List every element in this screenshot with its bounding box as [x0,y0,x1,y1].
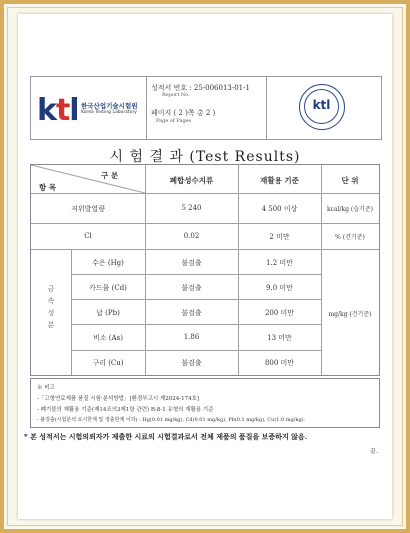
header-unit: 단 위 [341,176,359,185]
report-number: 성적서 번호 : 25-006013-01-1 [151,84,250,92]
page-title: 시 험 결 과 (Test Results) [109,149,301,165]
row-divider [71,350,321,351]
metal-standard: 200 미만 [264,309,295,317]
note-title: ※ 비고 [37,385,55,391]
row-divider [71,324,321,325]
note-line: -「고형연료제품 품질 시험·분석방법」[환경부고시 제2024-174호] [37,396,200,402]
row-unit: % (건기준) [335,234,365,241]
metal-standard: 1.2 미만 [266,259,293,267]
results-table [30,164,380,376]
header-item-bottom: 항 목 [39,183,57,192]
header-logo-cell [31,77,147,139]
row-result: 5 240 [181,204,202,212]
report-number-en: Report No. [162,92,190,98]
note-line: - 폐기물의 재활용 기준(제14조의3제1항 관련) R-8-1 유형의 재활용 기준 [37,407,214,413]
report-header [30,76,382,140]
page-count: 페이지 ( 2 )쪽 총 2 ) [151,109,216,117]
metal-item: 비소 (As) [93,334,123,342]
col-divider [238,165,239,375]
col-divider [145,165,146,375]
header-seal-cell [267,77,381,139]
header-item-top: 구 분 [101,171,119,180]
col-divider [321,165,322,375]
row-result: 0.02 [183,232,200,240]
metal-standard: 800 미만 [264,359,295,367]
ktl-seal [299,84,345,130]
header-standard: 재활용 기준 [260,176,299,185]
row-divider [71,274,321,275]
metal-result: 1.86 [183,333,200,341]
row-standard: 4 500 이상 [261,205,298,213]
metal-result: 불검출 [181,284,202,292]
metal-standard: 9.0 미만 [266,284,293,292]
ktl-logo: ktl [37,93,79,128]
notes-box [30,378,380,428]
metal-result: 불검출 [181,259,202,267]
header-report-cell [146,77,267,139]
seal-mark: ktl [312,98,331,112]
metal-item: 수은 (Hg) [92,259,124,267]
note-line: - 불검출(시험분석 로시한계 및 정출한계 이하) : Hg(0.01 mg/kg), Cd(0.01 mg/kg), Pb(0.1 mg/kg), Cu(1.0 mg/kg). [37,417,306,423]
metal-result: 불검출 [181,309,202,317]
metal-item: 카드뮴 (Cd) [89,284,127,292]
row-item: 저위발열량 [71,205,105,213]
org-name-en: Korea Testing Laboratory [81,110,137,115]
report-page [18,14,392,519]
row-divider [31,249,379,250]
metal-group-unit: mg/kg (건기준) [328,311,372,318]
row-item: Cl [84,232,92,240]
disclaimer: * 본 성적서는 시험의뢰자가 제출한 시료의 시험결과로서 전체 제품의 품질을 보증하지 않음. [24,432,308,441]
metal-group-label: 금 속 성 분 [47,285,55,329]
end-mark: 끝. [370,448,378,455]
metal-result: 불검출 [181,359,202,367]
page-count-en: Page of Pages [156,118,192,124]
org-name-ko: 한국산업기술시험원 [81,102,138,110]
row-divider [31,223,379,224]
row-standard: 2 미만 [269,233,290,241]
row-unit: kcal/kg (습기준) [327,206,373,213]
header-result: 폐합성수지류 [169,176,214,185]
metal-item: 구리 (Cu) [92,359,124,367]
row-divider [71,299,321,300]
metal-standard: 13 미만 [267,334,292,342]
metal-item: 납 (Pb) [96,309,120,317]
row-divider [31,193,379,194]
